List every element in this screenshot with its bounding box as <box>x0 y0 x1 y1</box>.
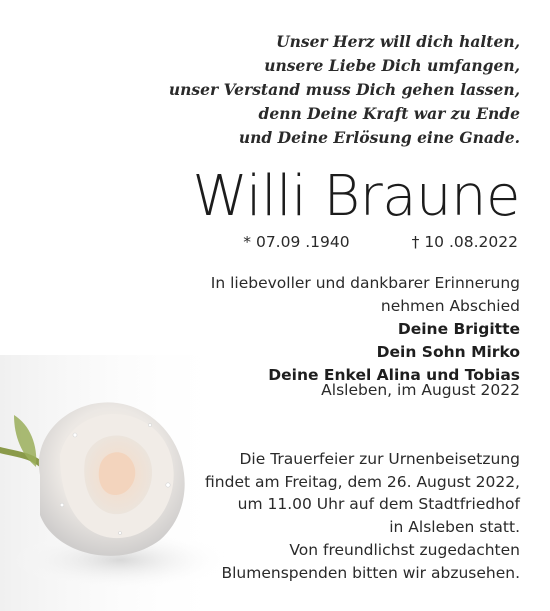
mourner-name: Deine Brigitte <box>397 320 520 338</box>
funeral-service-info <box>160 448 520 584</box>
life-dates <box>243 231 518 253</box>
mourners-block <box>100 272 520 387</box>
poem-line: Unser Herz will dich halten, <box>276 32 520 51</box>
mourner-name: Deine Enkel Alina und Tobias <box>268 366 520 384</box>
mourner-name: Dein Sohn Mirko <box>376 343 520 361</box>
service-line: Die Trauerfeier zur Urnenbeisetzung <box>239 450 520 468</box>
place-and-date: Alsleben, im August 2022 <box>321 381 520 399</box>
birth-date: * 07.09 .1940 <box>243 233 350 251</box>
poem <box>120 30 520 150</box>
mourners-intro: In liebevoller und dankbarer Erinnerung <box>210 274 520 292</box>
service-line: Blumenspenden bitten wir abzusehen. <box>221 563 520 582</box>
mourners-intro: nehmen Abschied <box>380 297 520 315</box>
poem-line: denn Deine Kraft war zu Ende <box>258 104 520 123</box>
service-line: findet am Freitag, dem 26. August 2022, <box>205 472 520 491</box>
poem-line: und Deine Erlösung eine Gnade. <box>238 128 520 147</box>
service-line: Von freundlichst zugedachten <box>289 540 520 559</box>
deceased-name: Willi Braune <box>192 164 520 229</box>
poem-line: unser Verstand muss Dich gehen lassen, <box>168 80 520 99</box>
service-line: in Alsleben statt. <box>389 518 520 537</box>
death-date: † 10 .08.2022 <box>411 233 518 251</box>
poem-line: unsere Liebe Dich umfangen, <box>264 56 520 75</box>
service-line: um 11.00 Uhr auf dem Stadtfriedhof <box>237 495 520 514</box>
